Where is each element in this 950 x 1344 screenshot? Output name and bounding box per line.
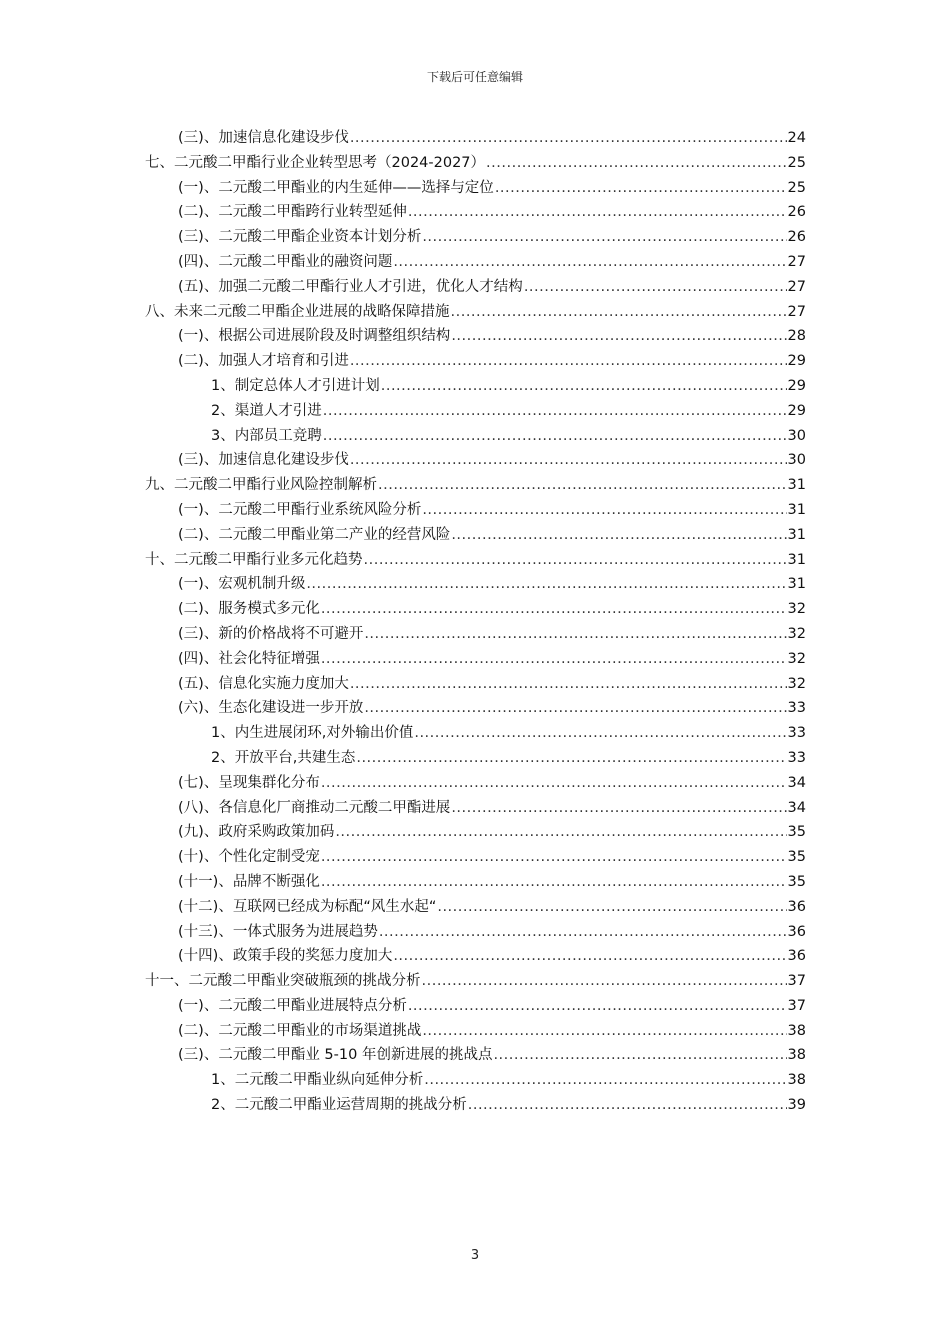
- toc-leader-dots: [486, 151, 787, 176]
- toc-entry-title: 3、内部员工竞聘: [211, 427, 322, 444]
- toc-entry-page: 26: [787, 229, 806, 246]
- toc-leader-dots: [364, 622, 786, 647]
- toc-entry[interactable]: [145, 1093, 806, 1118]
- toc-leader-dots: [321, 771, 787, 796]
- toc-entry-page: 26: [787, 204, 806, 221]
- toc-leader-dots: [393, 250, 786, 275]
- toc-entry-page: 33: [787, 700, 806, 717]
- toc-entry-page: 31: [787, 526, 806, 543]
- toc-entry-title: (三)、二元酸二甲酯企业资本计划分析: [178, 229, 422, 246]
- toc-entry[interactable]: [145, 498, 806, 523]
- toc-entry-page: 32: [787, 625, 806, 642]
- toc-entry-title: (三)、二元酸二甲酯业 5-10 年创新进展的挑战点: [178, 1047, 493, 1064]
- toc-entry[interactable]: [145, 349, 806, 374]
- toc-entry-title: (三)、加速信息化建设步伐: [178, 130, 349, 146]
- toc-leader-dots: [422, 498, 786, 523]
- toc-leader-dots: [408, 200, 787, 225]
- toc-entry[interactable]: [145, 523, 806, 548]
- toc-entry-title: 2、渠道人才引进: [211, 402, 322, 419]
- toc-entry-page: 28: [787, 328, 806, 345]
- toc-leader-dots: [364, 696, 786, 721]
- toc-entry-page: 38: [787, 1047, 806, 1064]
- toc-entry[interactable]: [145, 250, 806, 275]
- toc-entry-page: 35: [787, 873, 806, 890]
- toc-entry[interactable]: [145, 548, 806, 573]
- toc-entry[interactable]: [145, 374, 806, 399]
- toc-leader-dots: [350, 672, 787, 697]
- page-header: 下载后可任意编辑: [426, 70, 523, 84]
- toc-entry-page: 37: [787, 973, 806, 990]
- toc-entry[interactable]: [145, 473, 806, 498]
- toc-leader-dots: [524, 275, 787, 300]
- toc-entry-title: (三)、新的价格战将不可避开: [178, 625, 364, 642]
- toc-leader-dots: [451, 300, 787, 325]
- toc-entry[interactable]: [145, 300, 806, 325]
- toc-entry-title: 十一、二元酸二甲酯业突破瓶颈的挑战分析: [145, 973, 421, 990]
- toc-entry-title: (八)、各信息化厂商推动二元酸二甲酯进展: [178, 799, 451, 816]
- toc-entry-title: (五)、加强二元酸二甲酯行业人才引进，优化人才结构: [178, 278, 523, 295]
- toc-leader-dots: [451, 523, 786, 548]
- toc-entry-title: (二)、二元酸二甲酯跨行业转型延伸: [178, 204, 407, 221]
- toc-entry-page: 32: [787, 675, 806, 692]
- toc-entry-title: (二)、二元酸二甲酯业的市场渠道挑战: [178, 1022, 422, 1039]
- toc-leader-dots: [335, 820, 786, 845]
- toc-entry[interactable]: [145, 200, 806, 225]
- toc-entry-title: (十)、个性化定制受宠: [178, 849, 320, 866]
- toc-leader-dots: [321, 870, 787, 895]
- toc-leader-dots: [364, 548, 787, 573]
- toc-leader-dots: [350, 349, 787, 374]
- toc-leader-dots: [321, 597, 787, 622]
- toc-entry-page: 29: [787, 402, 806, 419]
- toc-leader-dots: [381, 374, 787, 399]
- toc-entry[interactable]: [145, 721, 806, 746]
- toc-entry[interactable]: [145, 746, 806, 771]
- toc-entry-title: 九、二元酸二甲酯行业风险控制解析: [145, 477, 377, 494]
- toc-entry-title: (十二)、互联网已经成为标配“风生水起“: [178, 898, 437, 915]
- toc-leader-dots: [356, 746, 786, 771]
- toc-leader-dots: [414, 721, 786, 746]
- toc-leader-dots: [306, 572, 786, 597]
- toc-entry[interactable]: [145, 1068, 806, 1093]
- toc-entry-title: (四)、二元酸二甲酯业的融资问题: [178, 253, 393, 270]
- toc-entry-page: 35: [787, 824, 806, 841]
- toc-leader-dots: [321, 647, 787, 672]
- toc-entry[interactable]: [145, 399, 806, 424]
- toc-entry[interactable]: [145, 696, 806, 721]
- toc-entry-page: 33: [787, 725, 806, 742]
- toc-entry-page: 36: [787, 923, 806, 940]
- toc-entry-title: (二)、二元酸二甲酯业第二产业的经营风险: [178, 526, 451, 543]
- toc-entry-title: 十、二元酸二甲酯行业多元化趋势: [145, 551, 363, 568]
- toc-entry-page: 32: [787, 650, 806, 667]
- toc-entry-page: 31: [787, 576, 806, 593]
- toc-leader-dots: [321, 845, 787, 870]
- toc-entry-title: 八、未来二元酸二甲酯企业进展的战略保障措施: [145, 303, 450, 320]
- toc-entry-title: (十三)、一体式服务为进展趋势: [178, 923, 378, 940]
- page-number: 3: [470, 1248, 480, 1263]
- toc-entry-title: (六)、生态化建设进一步开放: [178, 700, 364, 717]
- toc-entry[interactable]: [145, 176, 806, 201]
- toc-entry-page: 36: [787, 898, 806, 915]
- toc-leader-dots: [323, 424, 787, 449]
- toc-entry-page: 32: [787, 601, 806, 618]
- toc-entry[interactable]: [145, 672, 806, 697]
- toc-entry-title: 1、内生进展闭环,对外输出价值: [211, 725, 414, 742]
- toc-entry-title: (三)、加速信息化建设步伐: [178, 452, 349, 469]
- toc-entry-page: 37: [787, 997, 806, 1014]
- toc-leader-dots: [422, 1019, 786, 1044]
- toc-entry[interactable]: [145, 920, 806, 945]
- toc-entry-title: (九)、政府采购政策加码: [178, 824, 335, 841]
- toc-leader-dots: [495, 176, 787, 201]
- toc-entry[interactable]: [145, 572, 806, 597]
- toc-entry-title: (五)、信息化实施力度加大: [178, 675, 349, 692]
- toc-entry-title: (一)、二元酸二甲酯业的内生延伸——选择与定位: [178, 179, 494, 196]
- toc-entry-title: 2、二元酸二甲酯业运营周期的挑战分析: [211, 1097, 467, 1114]
- toc-entry-page: 27: [787, 253, 806, 270]
- toc-entry-title: (一)、宏观机制升级: [178, 576, 306, 593]
- toc-entry[interactable]: [145, 771, 806, 796]
- toc-entry[interactable]: [145, 448, 806, 473]
- toc-entry-title: 七、二元酸二甲酯行业企业转型思考（2024-2027）: [145, 154, 486, 171]
- toc-leader-dots: [379, 920, 787, 945]
- toc-entry-title: (一)、二元酸二甲酯行业系统风险分析: [178, 501, 422, 518]
- toc-entry[interactable]: [145, 622, 806, 647]
- toc-entry-title: (十一)、品牌不断强化: [178, 873, 320, 890]
- toc-entry[interactable]: [145, 597, 806, 622]
- toc-entry-title: 2、开放平台,共建生态: [211, 749, 356, 766]
- toc-entry-page: 31: [787, 501, 806, 518]
- toc-leader-dots: [451, 796, 786, 821]
- toc-entry-title: (一)、根据公司进展阶段及时调整组织结构: [178, 328, 451, 345]
- toc-entry[interactable]: [145, 151, 806, 176]
- toc-entry[interactable]: [145, 969, 806, 994]
- toc-entry[interactable]: [145, 994, 806, 1019]
- toc-entry-page: 31: [787, 551, 806, 568]
- toc-leader-dots: [451, 324, 786, 349]
- toc-leader-dots: [350, 126, 787, 151]
- toc-entry-page: 25: [787, 179, 806, 196]
- toc-entry[interactable]: [145, 225, 806, 250]
- toc-entry-page: 34: [787, 774, 806, 791]
- toc-entry-title: (二)、服务模式多元化: [178, 601, 320, 618]
- toc-entry[interactable]: [145, 647, 806, 672]
- toc-entry-page: 38: [787, 1072, 806, 1089]
- toc-entry[interactable]: [145, 944, 806, 969]
- toc-entry-page: 24: [787, 130, 806, 146]
- toc-entry[interactable]: [145, 1043, 806, 1068]
- toc-entry-page: 27: [787, 278, 806, 295]
- toc-leader-dots: [422, 225, 786, 250]
- toc-leader-dots: [393, 944, 786, 969]
- toc-leader-dots: [323, 399, 787, 424]
- table-of-contents: [145, 126, 806, 1118]
- toc-entry-page: 29: [787, 353, 806, 370]
- toc-entry-title: (七)、呈现集群化分布: [178, 774, 320, 791]
- toc-leader-dots: [437, 895, 786, 920]
- toc-entry-page: 27: [787, 303, 806, 320]
- toc-entry[interactable]: [145, 820, 806, 845]
- toc-entry-title: (四)、社会化特征增强: [178, 650, 320, 667]
- toc-entry[interactable]: [145, 1019, 806, 1044]
- toc-entry-page: 39: [787, 1097, 806, 1114]
- toc-entry-page: 30: [787, 452, 806, 469]
- toc-entry[interactable]: [145, 324, 806, 349]
- toc-entry[interactable]: [145, 870, 806, 895]
- toc-entry-page: 34: [787, 799, 806, 816]
- toc-entry-page: 30: [787, 427, 806, 444]
- toc-entry[interactable]: [145, 845, 806, 870]
- toc-leader-dots: [378, 473, 787, 498]
- toc-entry-page: 31: [787, 477, 806, 494]
- toc-entry-title: (一)、二元酸二甲酯业进展特点分析: [178, 997, 407, 1014]
- toc-entry[interactable]: [145, 424, 806, 449]
- toc-entry-title: 1、制定总体人才引进计划: [211, 377, 380, 394]
- toc-entry-page: 38: [787, 1022, 806, 1039]
- toc-entry[interactable]: [145, 796, 806, 821]
- toc-entry-title: 1、二元酸二甲酯业纵向延伸分析: [211, 1072, 424, 1089]
- toc-leader-dots: [408, 994, 787, 1019]
- toc-entry[interactable]: [145, 126, 806, 151]
- toc-entry-page: 25: [787, 154, 806, 171]
- toc-leader-dots: [493, 1043, 786, 1068]
- toc-leader-dots: [350, 448, 787, 473]
- toc-entry-page: 33: [787, 749, 806, 766]
- toc-leader-dots: [468, 1093, 787, 1118]
- toc-leader-dots: [424, 1068, 786, 1093]
- toc-entry[interactable]: [145, 895, 806, 920]
- toc-entry-title: (十四)、政策手段的奖惩力度加大: [178, 948, 393, 965]
- toc-entry-page: 35: [787, 849, 806, 866]
- toc-entry[interactable]: [145, 275, 806, 300]
- toc-entry-page: 29: [787, 377, 806, 394]
- toc-entry-page: 36: [787, 948, 806, 965]
- toc-leader-dots: [422, 969, 787, 994]
- toc-entry-title: (二)、加强人才培育和引进: [178, 353, 349, 370]
